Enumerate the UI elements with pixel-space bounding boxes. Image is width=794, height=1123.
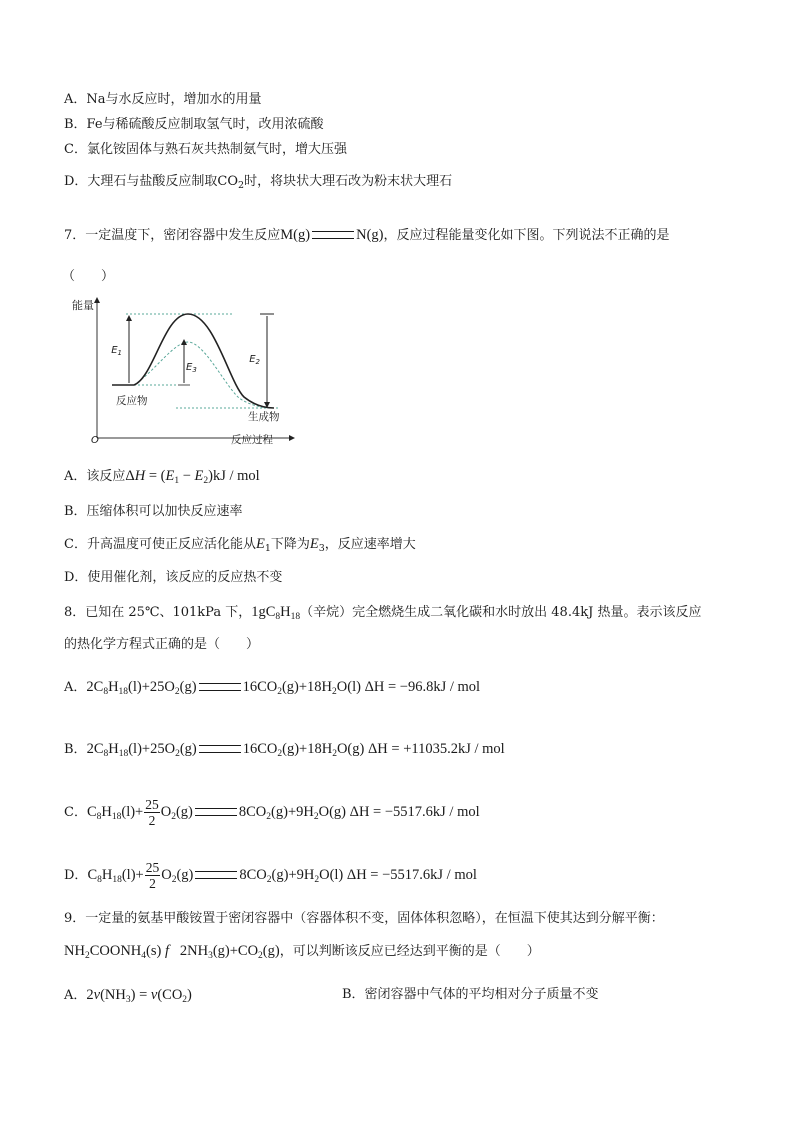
q8-stem1-a: 8．已知在 25℃、101kPa 下， [64,605,252,620]
q6-option-b: B．Fe与稀硫酸反应制取氢气时，改用浓硫酸 [64,117,324,132]
x-axis-label: 反应过程 [231,434,273,446]
q8-stem-line1 [64,603,701,626]
q7-option-b: B．压缩体积可以加快反应速率 [64,504,243,519]
q8-option-a: A．$2C_8H_{18}(l)+25O_2(g)$ $16CO_2(g)+18H_2O(l) \Delta H = -96.8kJ$ / mol [64,679,481,697]
q7-option-c-c: ，反应速率增大 [324,537,416,552]
reactant-label: 反应物 [116,395,148,407]
product-label: 生成物 [248,411,280,423]
q7-reaction: M(g) N(g) [280,227,384,243]
q8-stem-line2: 的热化学方程式正确的是（ ） [64,637,260,652]
q8-option-b-dh: ΔH = +11035.2kJ / mol [367,741,505,757]
q7-stem [64,226,670,245]
q7-option-a [64,467,260,490]
q8-option-d: D．$C_8H_{18}(l)+$ $\frac{25}{2}$ $O_2(g)$ $8CO_2(g)+9H_2O(l) \Delta H = -5517.6kJ$ / mol [64,860,477,891]
q7-option-a-formula: $\Delta H = (E_1 - E_2)$ [125,468,213,486]
q7-option-a-unit: kJ / mol [212,468,260,484]
q9-stem-line1: 9．一定量的氨基甲酸铵置于密闭容器中（容器体积不变，固体体积忽略），在恒温下使其达到分解平衡： [64,911,664,926]
q6-option-c: C．氯化铵固体与熟石灰共热制氨气时，增大压强 [64,142,347,157]
q9-option-b: B．密闭容器中气体的平均相对分子质量不变 [342,987,599,1002]
q8-option-d-dh: ΔH = −5517.6kJ / mol [346,867,477,883]
q7-option-c-b: 下降为 [270,537,310,552]
q7-option-a-prefix: A．该反应 [64,469,126,484]
q9-stem-line2 [64,942,540,965]
q6-option-d-suffix: 时，将块状大理石改为粉末状大理石 [244,174,453,189]
q6-option-d: D．大理石与盐酸反应制取$CO_2$时，将块状大理石改为粉末状大理石 [64,174,453,191]
q9-option-a: A．$2v(NH_3) = v(CO_2)$ [64,987,192,1005]
energy-diagram [64,292,304,452]
q9-stem2-b: ，可以判断该反应已经达到平衡的是（ ） [279,944,540,959]
q7-option-d: D．使用催化剂，该反应的反应热不变 [64,570,283,585]
y-axis-label: 能量 [72,299,94,312]
catalyzed-curve [134,342,274,408]
origin-label: O [91,435,99,446]
e3-label: $E_3$ [186,362,197,374]
q6-option-d-prefix: D．大理石与盐酸反应制取CO [64,174,239,189]
q8-option-c: C．$C_8H_{18}(l)+$ $\frac{25}{2}$ $O_2(g)$ $8CO_2(g)+9H_2O(g) \Delta H = -5517.6kJ$ / mol [64,797,480,828]
q7-option-c: C．升高温度可使正反应活化能从$E_1$下降为$E_3$，反应速率增大 [64,536,416,554]
q7-stem-b: ，反应过程能量变化如下图。下列说法不正确的是 [383,228,670,243]
q8-option-a-dh: ΔH = −96.8kJ / mol [364,679,481,695]
q8-option-c-dh: ΔH = −5517.6kJ / mol [349,804,480,820]
q8-option-b: B．$2C_8H_{18}(l)+25O_2(g)$ $16CO_2(g)+18H_2O(g) \Delta H = +11035.2kJ$ / mol [64,741,505,759]
q8-mass-formula: $1gC_8H_{18}$ [251,604,301,622]
q9-equation: $NH_2COONH_4(s)$ f $2NH_3(g)+CO_2(g)$ [64,943,280,961]
q6-option-a: A．Na与水反应时，增加水的用量 [64,92,262,107]
e2-label: $E_2$ [249,354,260,366]
q7-option-c-a: C．升高温度可使正反应活化能从 [64,537,256,552]
q9-option-a-prefix: A． [64,988,87,1003]
q7-blank: （ ） [62,269,115,284]
e1-label: $E_1$ [111,345,122,357]
q8-stem1-b: （辛烷）完全燃烧生成二氧化碳和水时放出 48.4kJ 热量。表示该反应 [300,605,702,620]
q7-stem-a: 7．一定温度下，密闭容器中发生反应 [64,228,281,243]
